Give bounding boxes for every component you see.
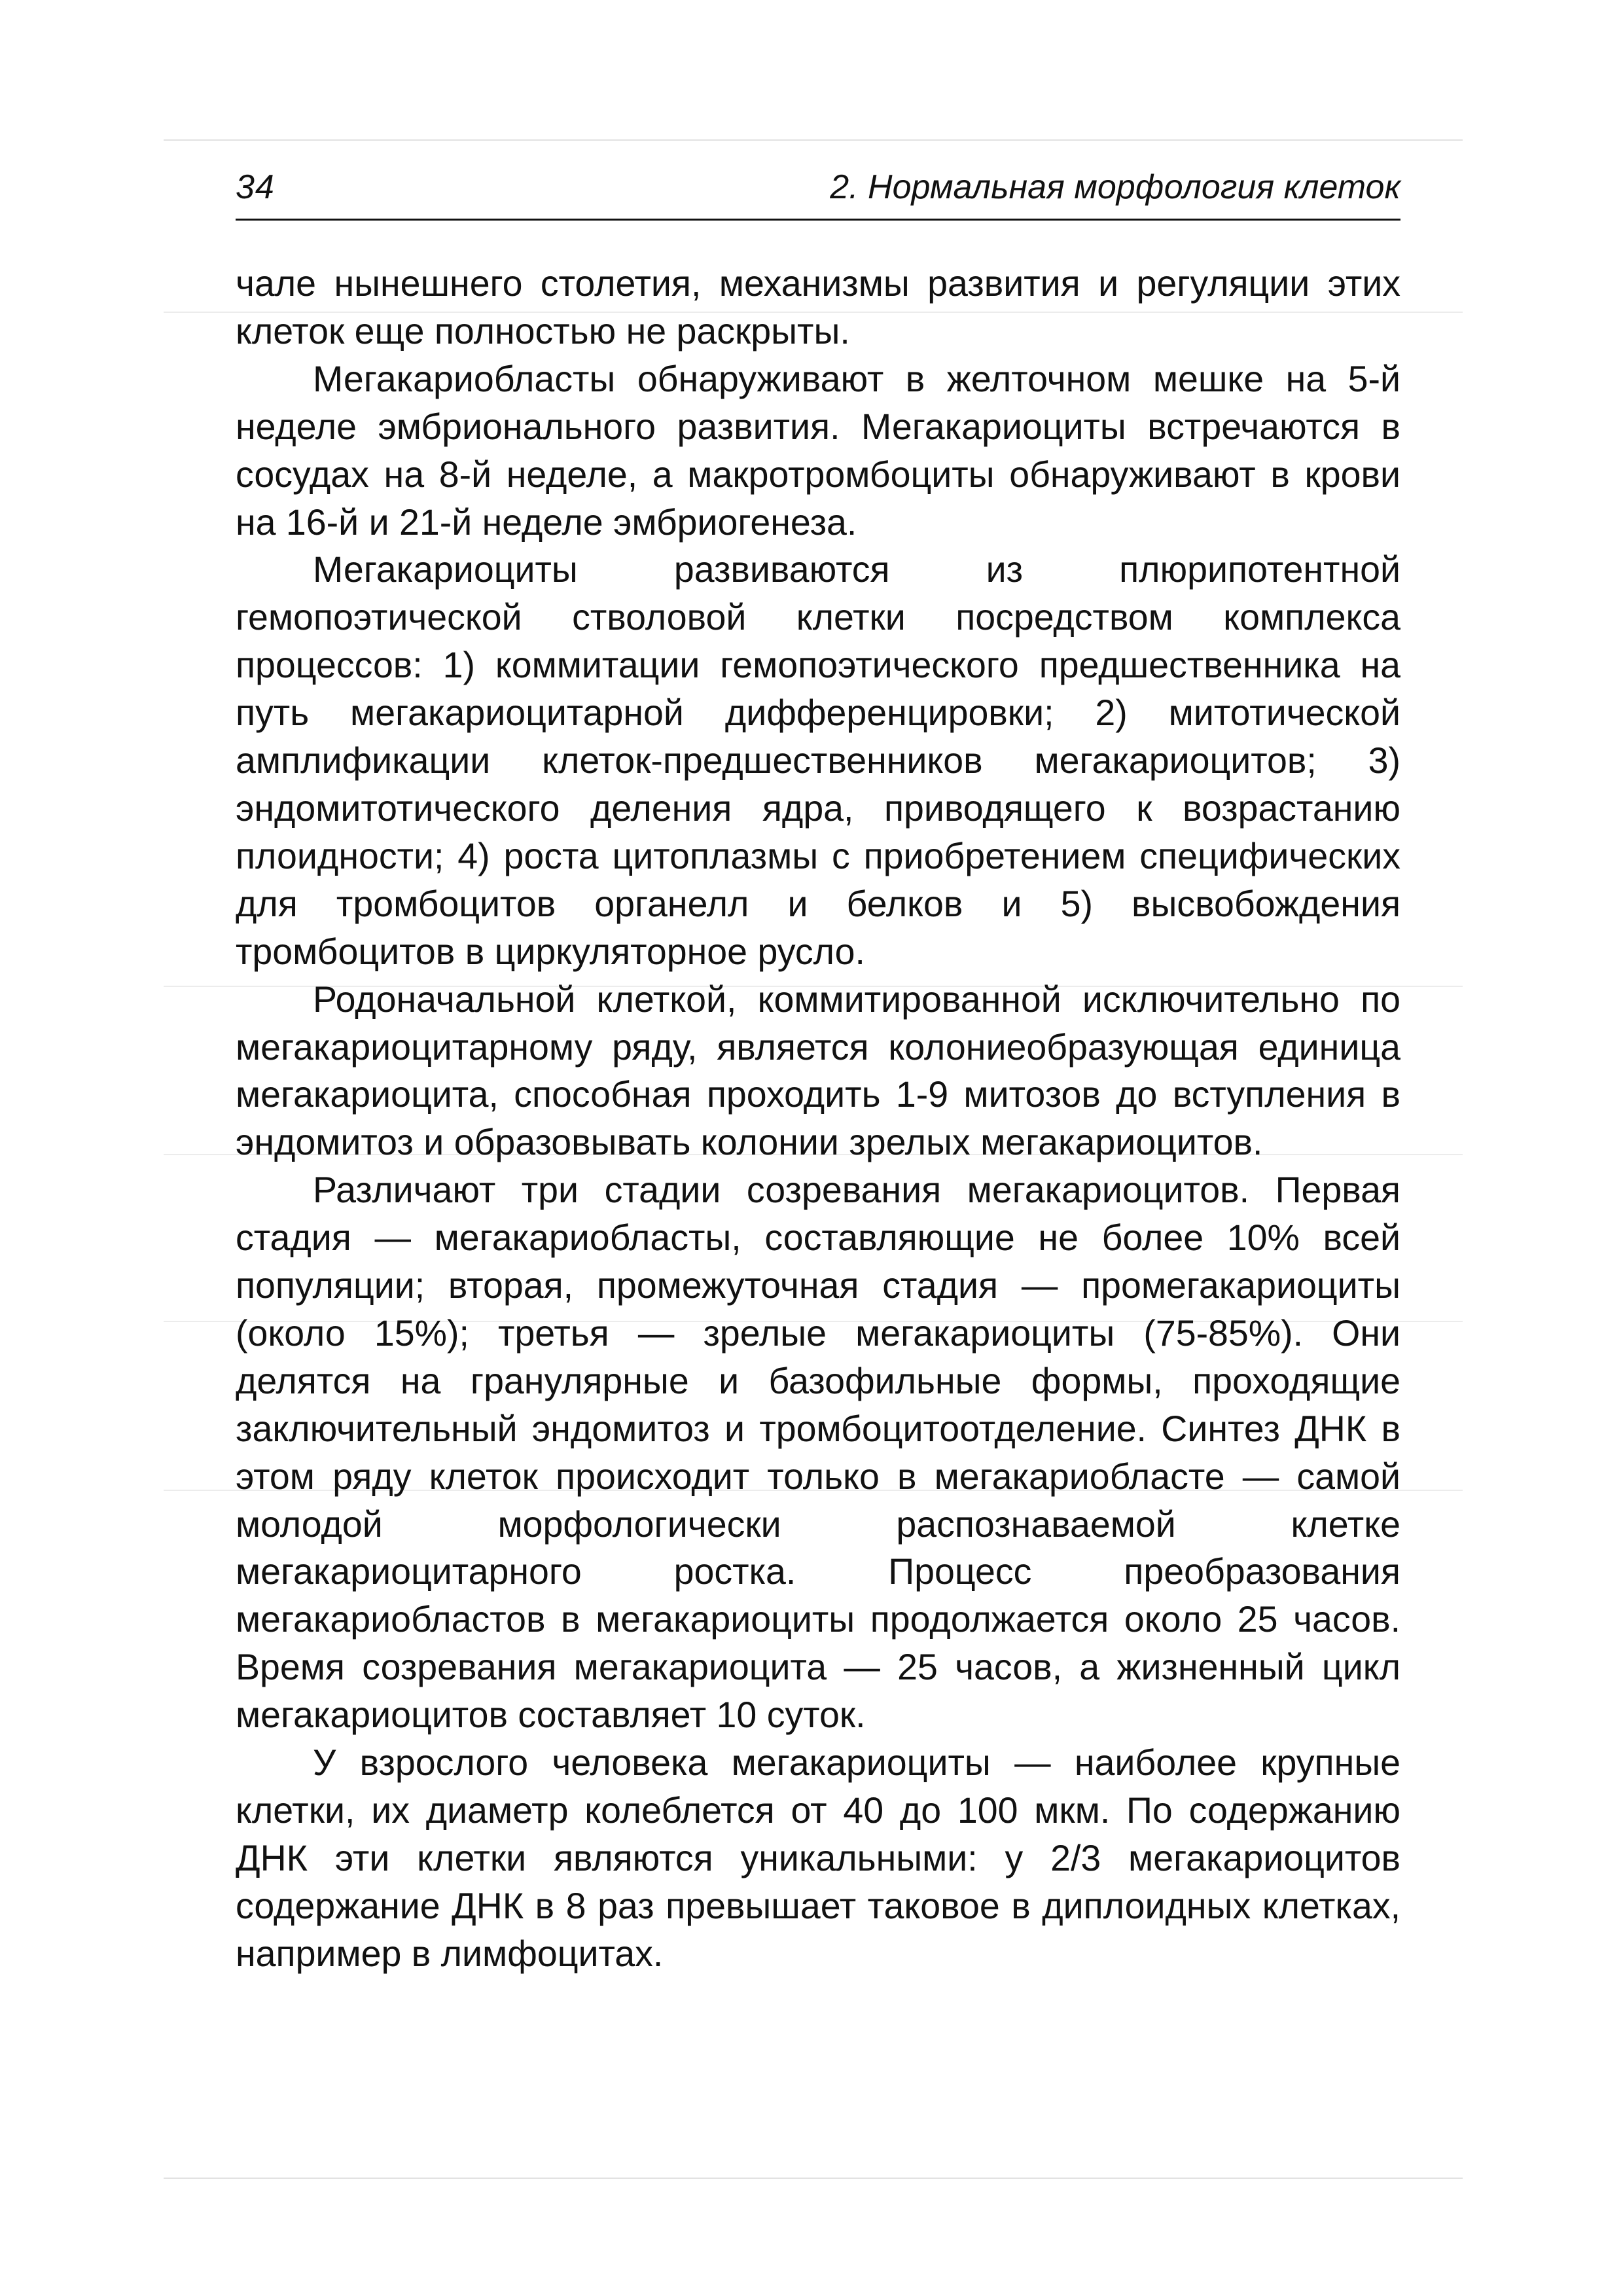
running-header xyxy=(236,170,1400,221)
scan-border-top xyxy=(164,139,1463,141)
paragraph: Мегакариобласты обнаруживают в желточном мешке на 5-й неделе эмбрионального развития. Мегакариоциты встречаются в сосудах на 8-й неделе, а макротромбоциты обнаруживают в крови на 16-й и 21-й неделе эмбриогенеза. xyxy=(236,358,1400,543)
paragraph: У взрослого человека мегакариоциты — наиболее крупные клетки, их диаметр колеблется от 40 до 100 мкм. По содержанию ДНК эти клетки являются уникальными: у 2/3 мегакариоцитов содержание ДНК в 8 раз превышает таковое в диплоидных клетках, например в лимфоцитах. xyxy=(236,1742,1400,1974)
paragraph: Мегакариоциты развиваются из плюрипотентной гемопоэтической стволовой клетки посредством комплекса процессов: 1) коммитации гемопоэтического предшественника на путь мегакариоцитарной дифференцировки; 2) митотической амплификации клеток-предшественников мегакариоцитов; 3) эндомитотического деления ядра, приводящего к возрастанию плоидности; 4) роста цитоплазмы с приобретением специфических для тромбоцитов органелл и белков и 5) высвобождения тромбоцитов в циркуляторное русло. xyxy=(236,549,1400,972)
paragraph: Различают три стадии созревания мегакариоцитов. Первая стадия — мегакариобласты, составляющие не более 10% всей популяции; вторая, промежуточная стадия — промегакариоциты (около 15%); третья — зрелые мегакариоциты (75-85%). Они делятся на гранулярные и базофильные формы, проходящие заключительный эндомитоз и тромбоцитоотделение. Синтез ДНК в этом ряду клеток происходит только в мегакариобласте — самой молодой морфологически распознаваемой клетке мегакариоцитарного ростка. Процесс преобразования мегакариобластов в мегакариоциты продолжается около 25 часов. Время созревания мегакариоцита — 25 часов, а жизненный цикл мегакариоцитов составляет 10 суток. xyxy=(236,1170,1400,1736)
paragraph: чале нынешнего столетия, механизмы развития и регуляции этих клеток еще полностью не раскрыты. xyxy=(236,263,1400,351)
scan-border-bottom xyxy=(164,2178,1463,2179)
paragraph: Родоначальной клеткой, коммитированной исключительно по мегакариоцитарному ряду, является колониеобразующая единица мегакариоцита, способная проходить 1-9 митозов до вступления в эндомитоз и образовывать колонии зрелых мегакариоцитов. xyxy=(236,978,1400,1163)
page-number: 34 xyxy=(236,168,275,206)
book-page xyxy=(236,170,1400,1978)
chapter-title: 2. Нормальная морфология клеток xyxy=(830,168,1400,206)
body-text xyxy=(236,260,1400,1978)
